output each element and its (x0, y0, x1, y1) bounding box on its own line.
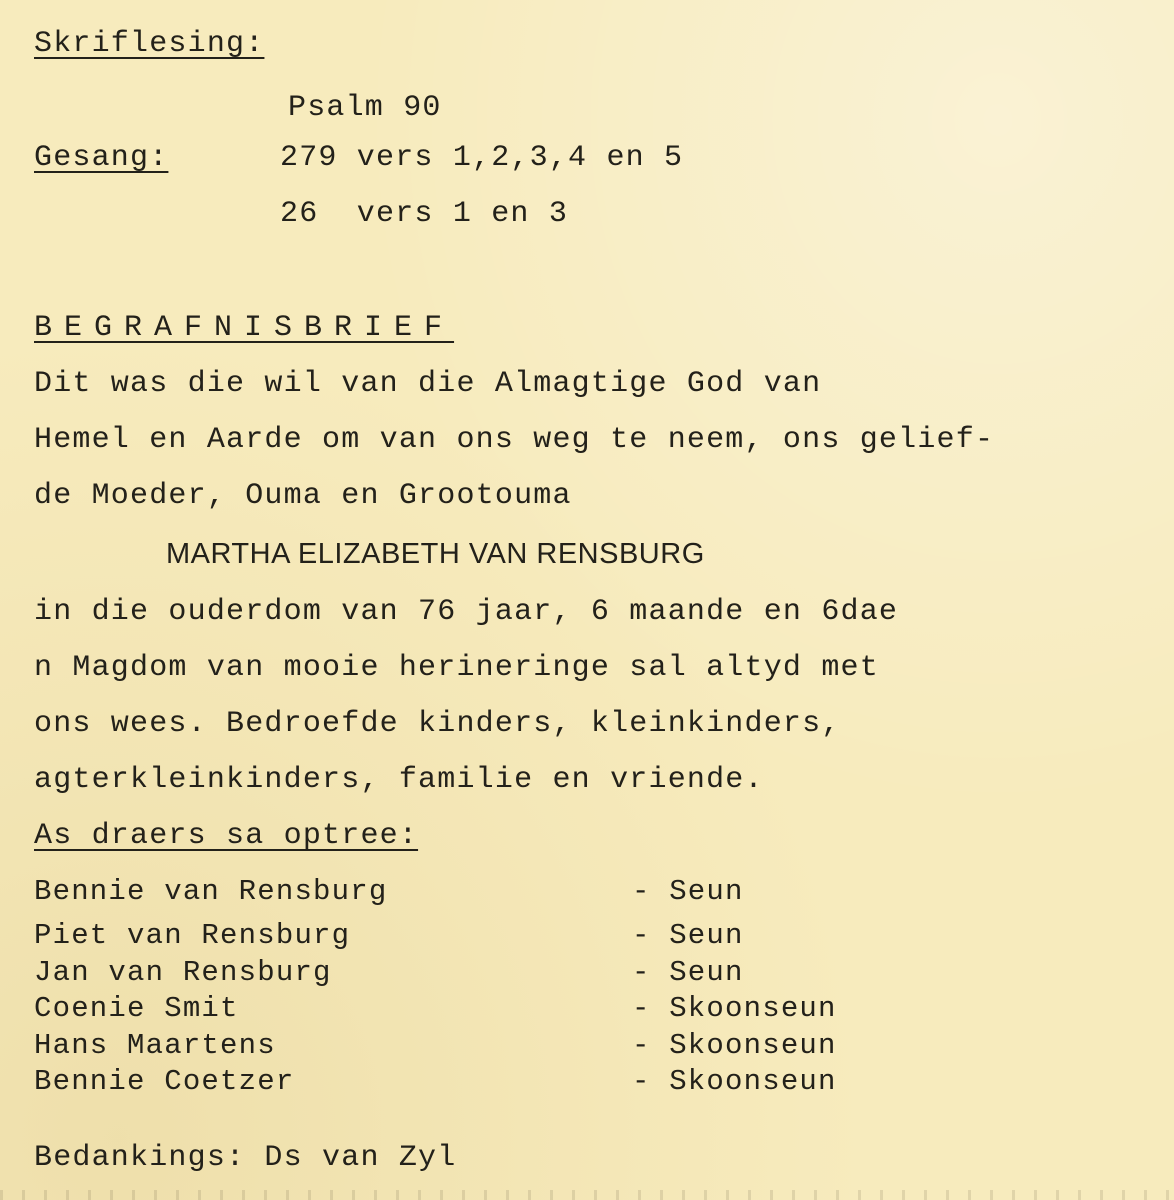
pallbearer-name: Bennie Coetzer (34, 1065, 295, 1098)
pallbearer-relation: - Seun (632, 875, 744, 908)
page-bottom-edge (0, 1190, 1174, 1200)
pallbearers-heading: As draers sa optree: (34, 819, 419, 853)
deceased-name: MARTHA ELIZABETH VAN RENSBURG (166, 538, 705, 570)
hymn-label: Gesang: (34, 141, 169, 175)
letter-title: BEGRAFNISBRIEF (34, 311, 455, 345)
thanks-line: Bedankings: Ds van Zyl (34, 1141, 457, 1175)
letter-line-7: agterkleinkinders, familie en vriende. (34, 763, 764, 797)
pallbearer-relation: - Skoonseun (632, 1065, 837, 1098)
pallbearer-relation: - Skoonseun (632, 1029, 837, 1062)
hymn-reference-1: 279 vers 1,2,3,4 en 5 (280, 141, 684, 175)
pallbearer-name: Bennie van Rensburg (34, 875, 388, 908)
hymn-reference-2: 26 vers 1 en 3 (280, 197, 569, 231)
pallbearer-relation: - Seun (632, 919, 744, 952)
pallbearer-name: Piet van Rensburg (34, 919, 351, 952)
pallbearer-name: Coenie Smit (34, 992, 239, 1025)
readings-label: Skriflesing: (34, 27, 265, 61)
letter-line-3: de Moeder, Ouma en Grootouma (34, 479, 572, 513)
letter-line-4: in die ouderdom van 76 jaar, 6 maande en 6dae (34, 595, 899, 629)
pallbearer-relation: - Seun (632, 956, 744, 989)
psalm-reference: Psalm 90 (288, 91, 442, 125)
letter-line-6: ons wees. Bedroefde kinders, kleinkinders, (34, 707, 841, 741)
letter-line-5: n Magdom van mooie herineringe sal altyd met (34, 651, 879, 685)
pallbearer-name: Hans Maartens (34, 1029, 276, 1062)
letter-line-2: Hemel en Aarde om van ons weg te neem, ons gelief- (34, 423, 995, 457)
pallbearer-relation: - Skoonseun (632, 992, 837, 1025)
letter-line-1: Dit was die wil van die Almagtige God van (34, 367, 822, 401)
pallbearer-name: Jan van Rensburg (34, 956, 332, 989)
